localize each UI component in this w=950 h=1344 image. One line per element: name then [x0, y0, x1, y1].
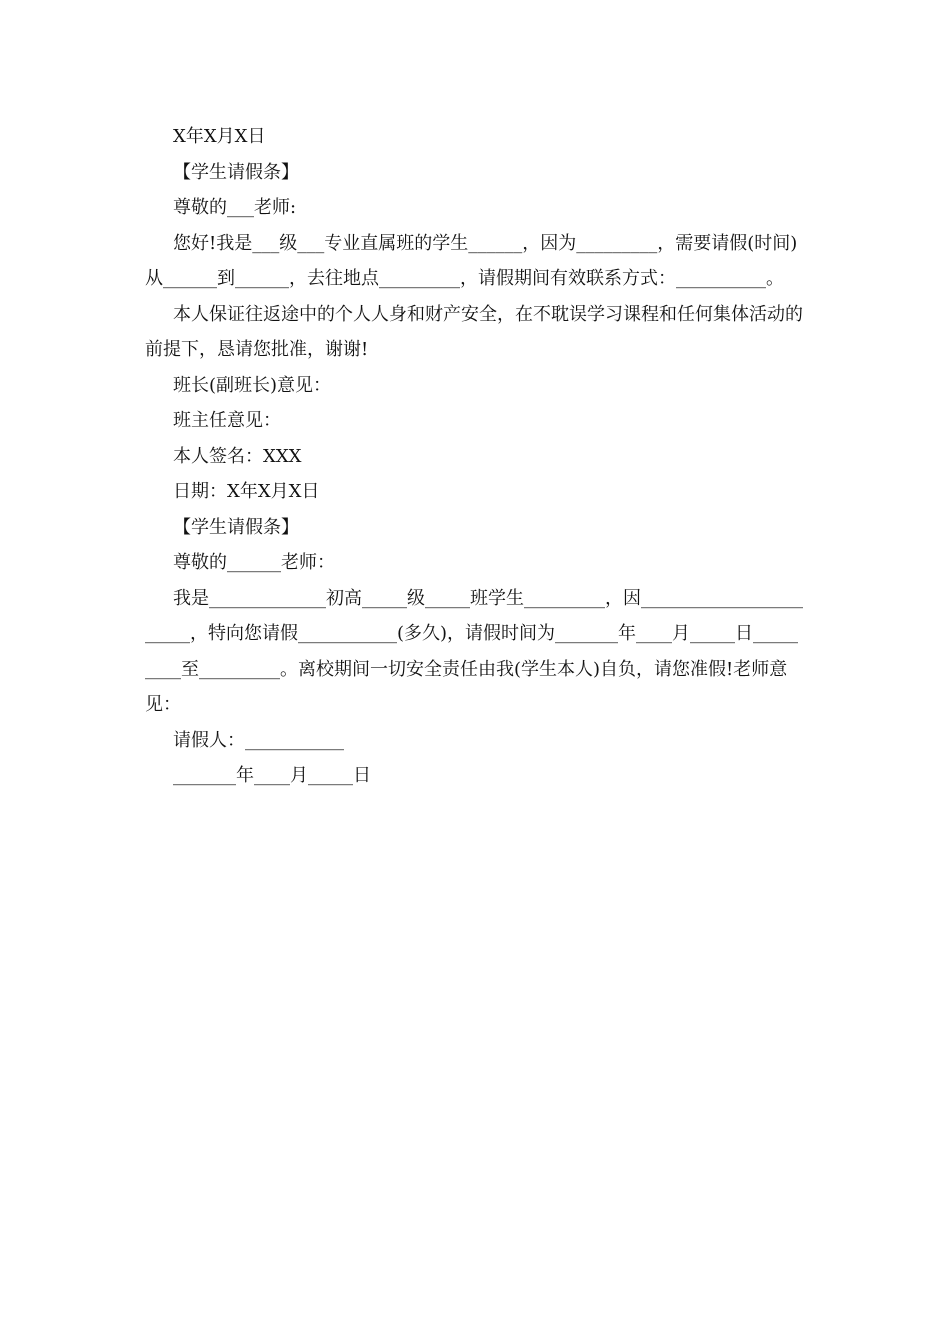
monitor-opinion: 班长(副班长)意见：	[173, 374, 332, 396]
body-paragraph: 本人保证往返途中的个人人身和财产安全，在不耽误学习课程和任何集体活动的前提下，恳请您批准，谢谢!	[145, 303, 803, 360]
salutation: 尊敬的______老师：	[173, 552, 335, 573]
body-paragraph: 您好!我是___级___专业直属班的学生______，因为_________，需要请假(时间)从______到______，去往地点_________，请假期间有效联系方式：__________。	[145, 232, 798, 289]
section-title: 【学生请假条】	[173, 161, 299, 183]
head-teacher-opinion: 班主任意见：	[173, 410, 281, 431]
body-paragraph: 我是_____________初高_____级_____班学生_________，因_______________________，特向您请假___________(多久)，请假时间为_______年____月_____日_________至_________。离校期间一切安全责任由我(学生本人)自负，请您准假!老师意见：	[145, 587, 803, 715]
date-blank-line: _______年____月_____日	[173, 765, 371, 786]
document-body	[145, 119, 805, 794]
applicant-line: 请假人：___________	[173, 729, 344, 751]
date-line: X年X月X日	[173, 126, 266, 147]
section-title: 【学生请假条】	[173, 516, 299, 538]
salutation: 尊敬的___老师:	[173, 197, 297, 218]
signature-line: 本人签名：XXX	[173, 445, 302, 467]
date-line: 日期：X年X月X日	[173, 481, 320, 502]
